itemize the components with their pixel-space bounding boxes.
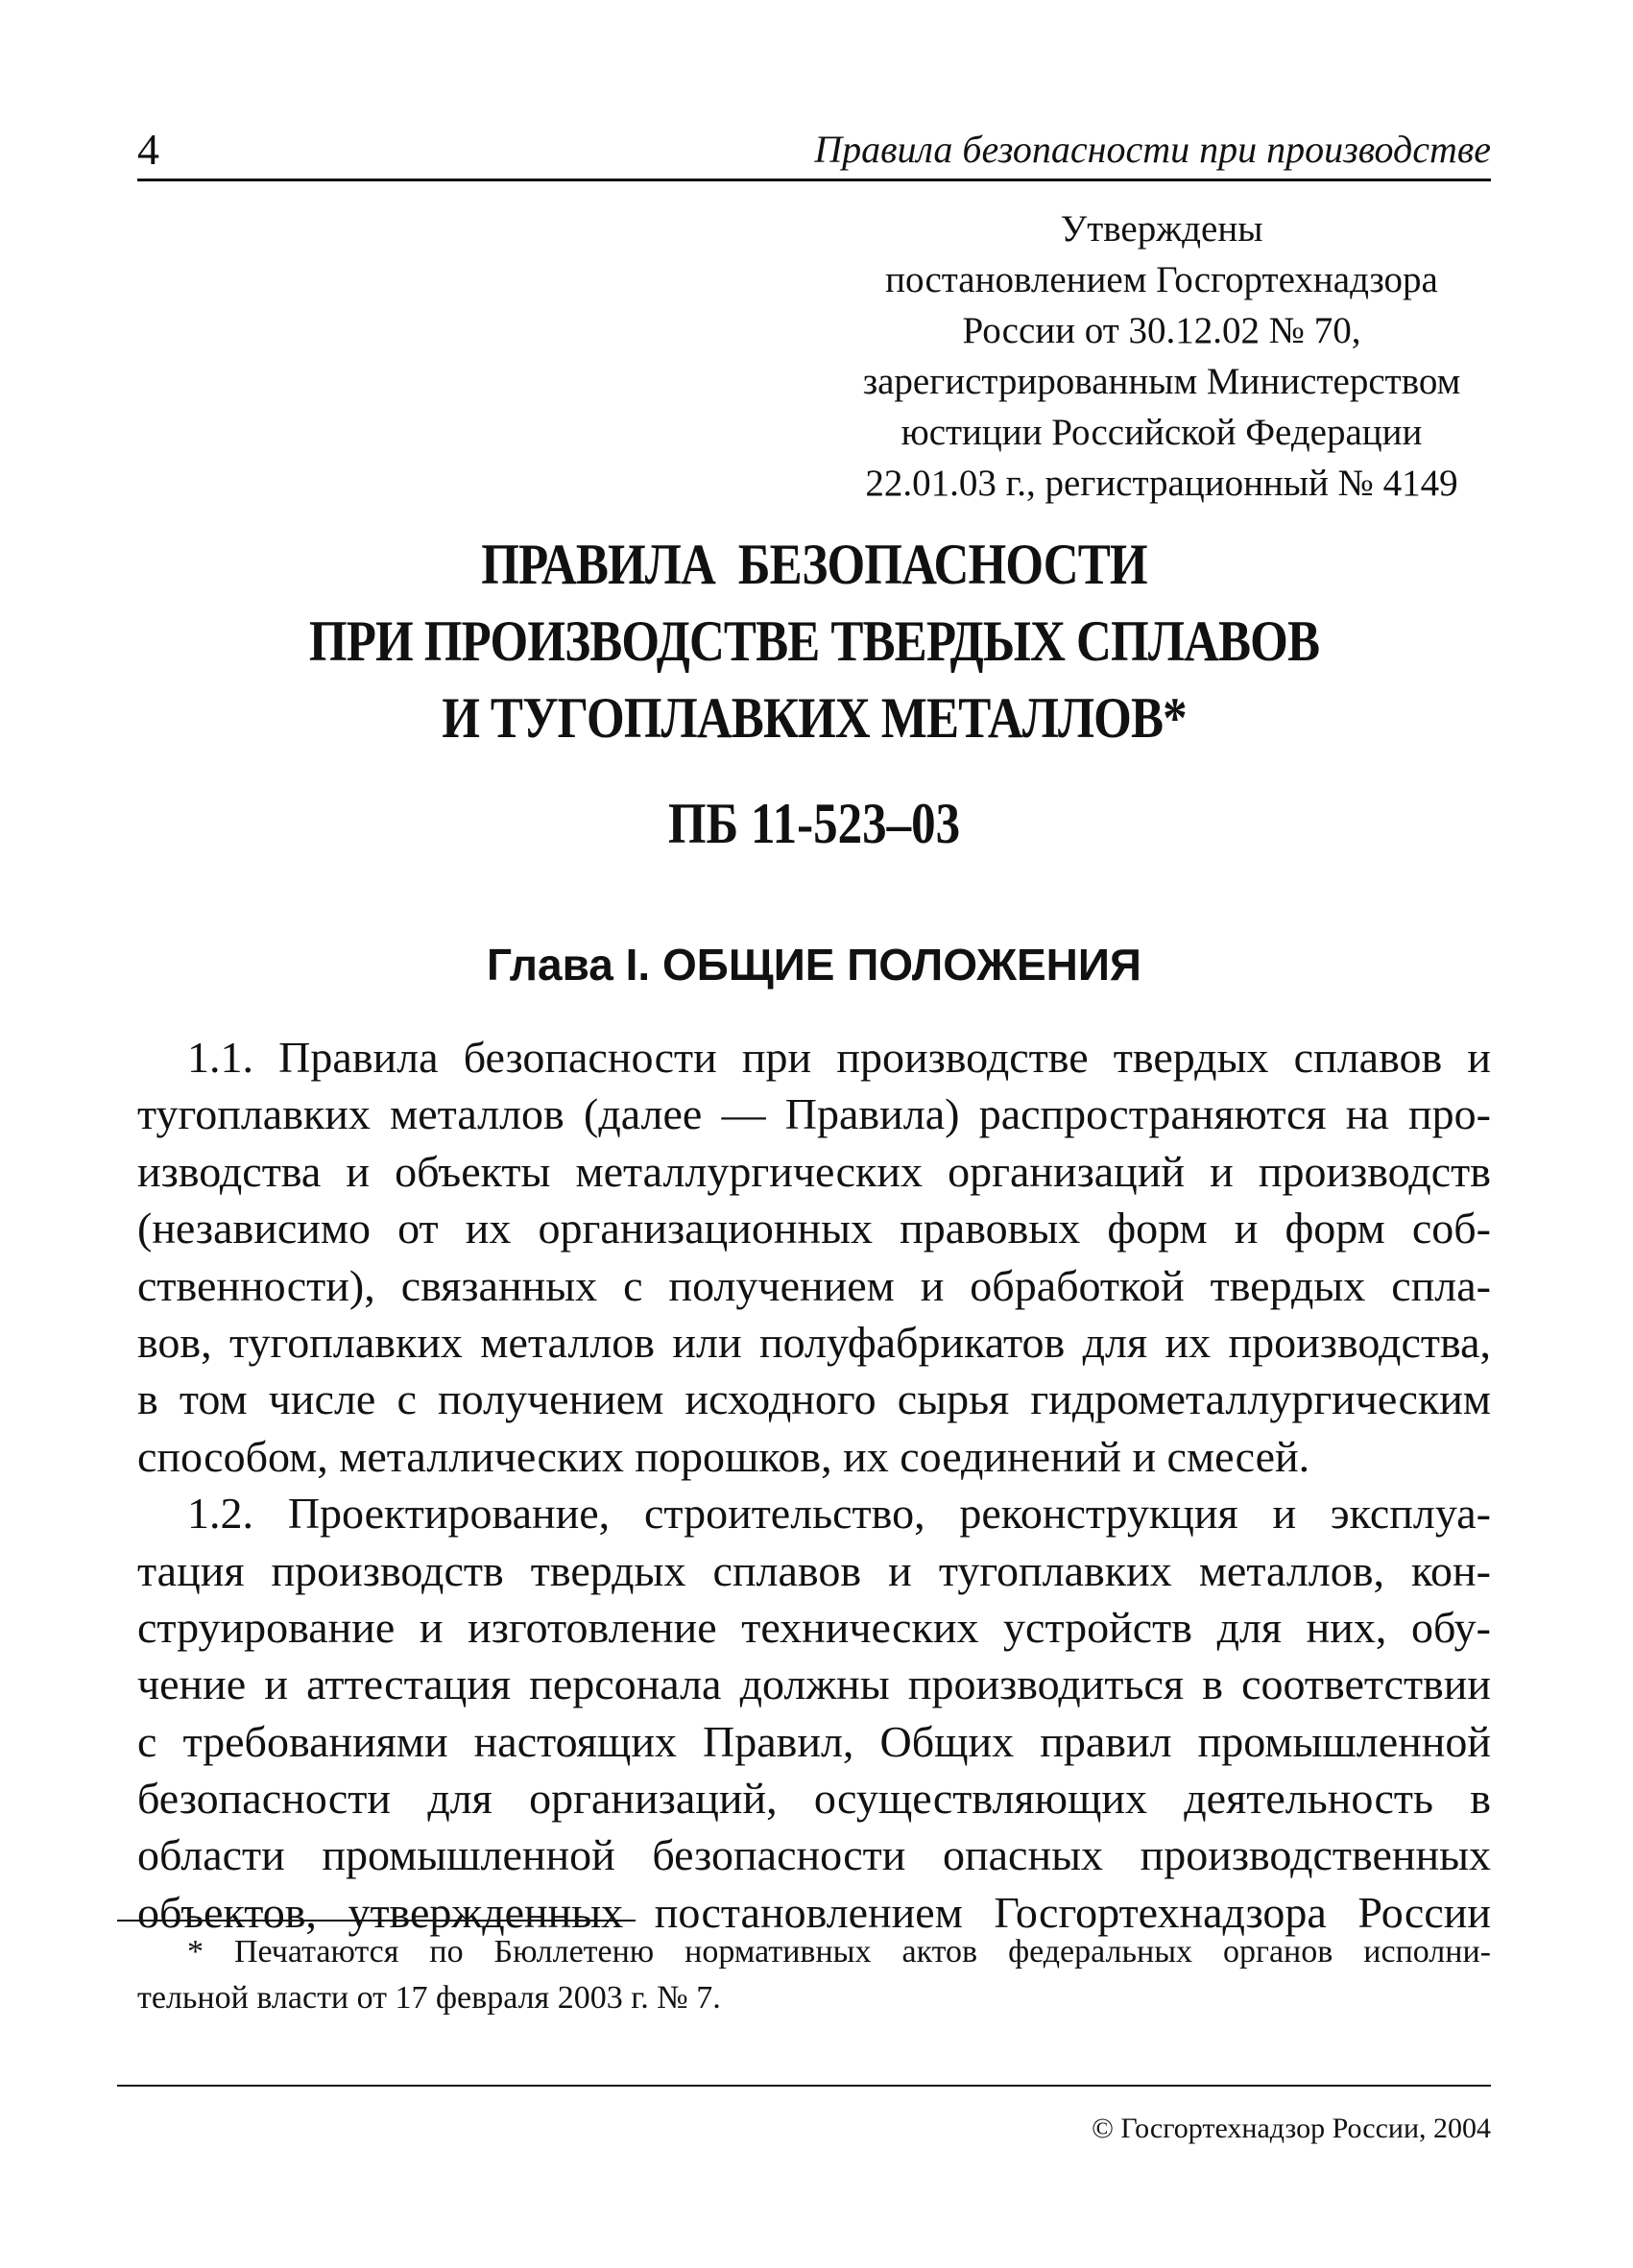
paragraph-line: 1.1. Правила безопасности при производстве твердых сплавов и bbox=[187, 1033, 1491, 1082]
approval-line: 22.01.03 г., регистрационный № 4149 bbox=[865, 463, 1458, 504]
running-title: Правила безопасности при производстве bbox=[814, 128, 1491, 171]
page-number: 4 bbox=[137, 125, 159, 174]
paragraph-line: способом, металлических порошков, их соединений и смесей. bbox=[137, 1431, 1310, 1481]
paragraph-line: безопасности для организаций, осуществляющих деятельность в bbox=[137, 1774, 1491, 1824]
chapter-title: Глава I. ОБЩИЕ ПОЛОЖЕНИЯ bbox=[487, 940, 1141, 990]
paragraph-line: (независимо от их организационных правовых форм и форм соб- bbox=[137, 1204, 1491, 1253]
approval-line: России от 30.12.02 № 70, bbox=[962, 310, 1361, 351]
body-text bbox=[137, 1029, 1491, 1941]
document-title bbox=[239, 526, 1390, 756]
approval-line: юстиции Российской Федерации bbox=[901, 412, 1423, 453]
approval-line: зарегистрированным Министерством bbox=[862, 361, 1461, 402]
copyright-notice: © Госгортехнадзор России, 2004 bbox=[1092, 2113, 1491, 2144]
document-code: ПБ 11-523–03 bbox=[667, 792, 961, 855]
paragraph-line: чение и аттестация персонала должны производиться в соответствии bbox=[137, 1659, 1491, 1709]
title-line: И ТУГОПЛАВКИХ МЕТАЛЛОВ* bbox=[442, 686, 1187, 750]
footnote-line: тельной власти от 17 февраля 2003 г. № 7. bbox=[137, 1980, 721, 2016]
paragraph-line: области промышленной безопасности опасных производственных bbox=[137, 1830, 1491, 1880]
paragraph-line: в том числе с получением исходного сырья гидрометаллургическим bbox=[137, 1374, 1491, 1424]
paragraph-line: ственности), связанных с получением и обработкой твердых спла- bbox=[137, 1260, 1491, 1310]
paragraph-line: вов, тугоплавких металлов или полуфабрикатов для их производства, bbox=[137, 1317, 1491, 1367]
running-header bbox=[137, 123, 1491, 181]
paragraph-line: струирование и изготовление технических устройств для них, обу- bbox=[137, 1602, 1491, 1652]
paragraph-line: с требованиями настоящих Правил, Общих правил промышленной bbox=[137, 1716, 1491, 1766]
paragraph-line: тугоплавких металлов (далее — Правила) распространяются на про- bbox=[137, 1089, 1491, 1139]
paragraph-line: 1.2. Проектирование, строительство, реконструкция и эксплуа- bbox=[187, 1489, 1491, 1539]
bottom-divider bbox=[117, 2085, 1491, 2087]
footnote bbox=[137, 1929, 1491, 2021]
title-line: ПРАВИЛА БЕЗОПАСНОСТИ bbox=[481, 533, 1147, 596]
approval-line: постановлением Госгортехнадзора bbox=[885, 259, 1438, 300]
paragraph-line: изводства и объекты металлургических организаций и производств bbox=[137, 1146, 1491, 1196]
footnote-divider bbox=[117, 1920, 636, 1922]
paragraph-line: объектов, утвержденных постановлением Госгортехнадзора России bbox=[137, 1887, 1491, 1937]
paragraph-line: тация производств твердых сплавов и тугоплавких металлов, кон- bbox=[137, 1545, 1491, 1595]
footnote-line: * Печатаются по Бюллетеню нормативных актов федеральных органов исполни- bbox=[187, 1934, 1491, 1970]
title-line: ПРИ ПРОИЗВОДСТВЕ ТВЕРДЫХ СПЛАВОВ bbox=[308, 609, 1320, 673]
approval-block bbox=[826, 203, 1498, 509]
approval-line: Утверждены bbox=[1060, 208, 1263, 250]
